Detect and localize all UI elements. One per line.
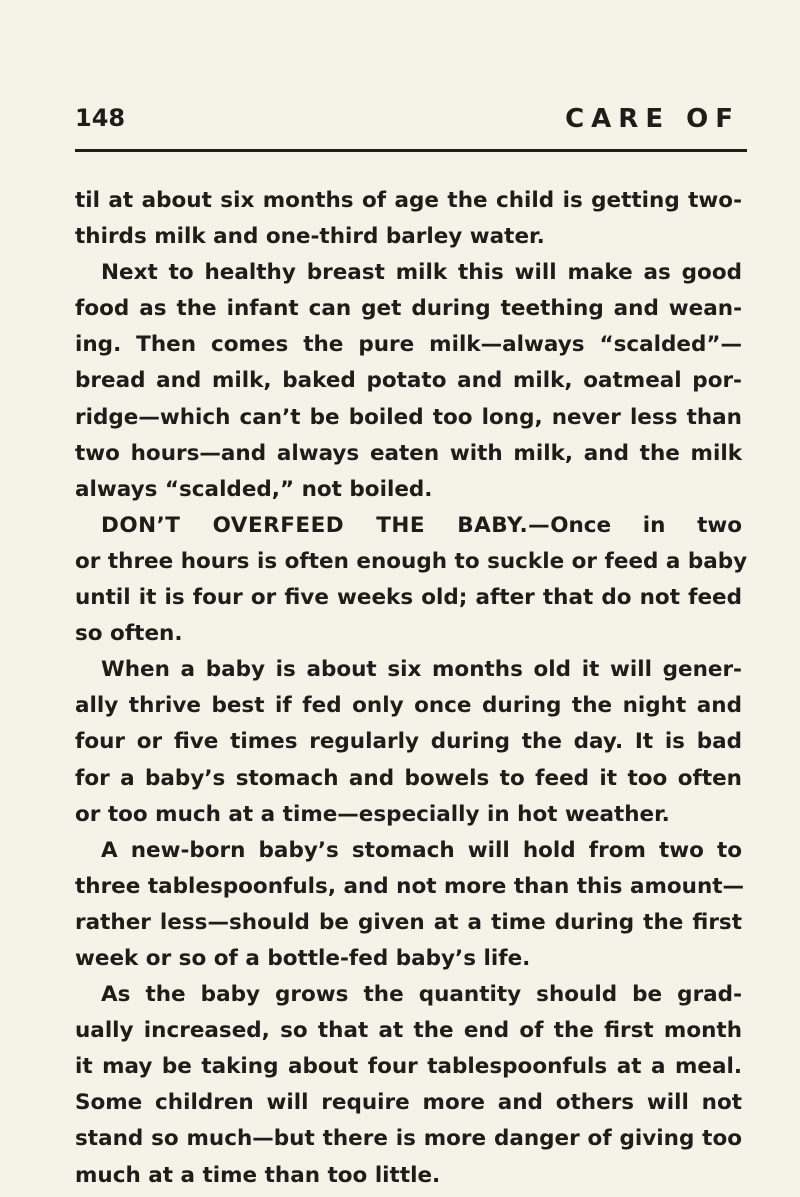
text-line: always “scalded,” not boiled. — [75, 476, 433, 502]
text-line-continuation: Once in two — [550, 512, 743, 538]
text-line: or three hours is often enough to suckle or feed a baby — [75, 548, 748, 574]
text-line: for a baby’s stomach and bowels to feed it too often — [75, 765, 742, 791]
text-line — [75, 508, 742, 544]
text-line: ing. Then comes the pure milk—always “scalded”— — [75, 332, 742, 358]
text-line: until it is four or five weeks old; after that do not feed — [75, 585, 742, 611]
text-line: thirds milk and one-third barley water. — [75, 224, 545, 250]
text-line: it may be taking about four tablespoonfuls at a meal. — [75, 1054, 742, 1080]
text-line: Next to healthy breast milk this will make as good — [101, 260, 742, 286]
running-head: CARE OF — [565, 104, 740, 134]
text-line: til at about six months of age the child is getting two- — [75, 188, 742, 213]
text-line: so often. — [75, 621, 183, 647]
page-number: 148 — [75, 104, 126, 132]
text-line: ally thrive best if fed only once during the night and — [75, 693, 742, 719]
text-line: rather less—should be given at a time during the first — [75, 909, 742, 935]
text-line: two hours—and always eaten with milk, and the milk — [75, 440, 742, 466]
text-line: stand so much—but there is more danger of giving too — [75, 1126, 742, 1152]
text-line: four or five times regularly during the day. It is bad — [75, 729, 742, 755]
page-header — [75, 104, 740, 140]
text-line: week or so of a bottle-fed baby’s life. — [75, 945, 531, 971]
body-text — [75, 183, 748, 1194]
text-line: bread and milk, baked potato and milk, oatmeal por- — [75, 368, 742, 394]
text-line: As the baby grows the quantity should be grad- — [101, 982, 742, 1008]
text-line: When a baby is about six months old it will gener- — [101, 657, 742, 683]
text-line: Some children will require more and others will not — [75, 1090, 742, 1116]
text-line: or too much at a time—especially in hot weather. — [75, 801, 670, 827]
header-rule — [75, 149, 747, 152]
text-line: food as the infant can get during teething and wean- — [75, 296, 742, 322]
text-line: much at a time than too little. — [75, 1162, 441, 1188]
text-line: A new-born baby’s stomach will hold from two to — [101, 837, 742, 863]
text-line: ridge—which can’t be boiled too long, never less than — [75, 404, 742, 430]
section-heading: DON’T OVERFEED THE BABY.— — [101, 512, 551, 538]
text-line: ually increased, so that at the end of the first month — [75, 1018, 742, 1044]
text-line: three tablespoonfuls, and not more than this amount— — [75, 873, 745, 899]
